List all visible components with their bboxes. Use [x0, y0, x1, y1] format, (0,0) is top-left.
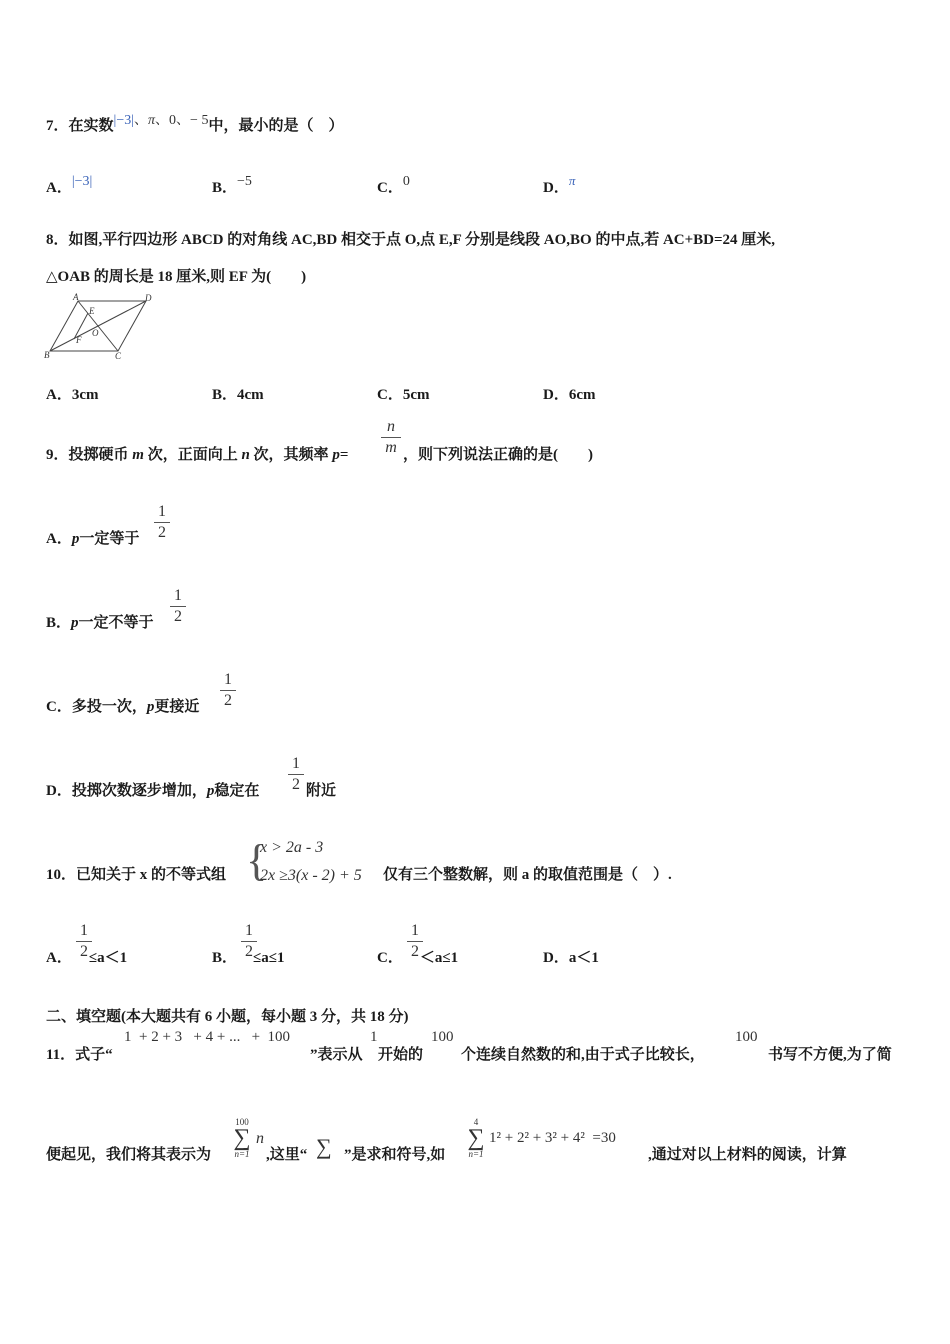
q11-line1-b: ”表示从 — [310, 1047, 363, 1063]
q9-option-c: C．多投一次，p更接近 — [46, 699, 200, 715]
q7-stem-suffix: 中，最小的是（ ） — [208, 118, 344, 134]
q9-option-b: B．p一定不等于 — [46, 615, 154, 631]
q9-frequency-fraction: n m — [381, 418, 401, 457]
q7-stem — [46, 114, 343, 135]
q11-line2-c: ”是求和符号,如 — [344, 1147, 446, 1163]
q9-option-a: A．p一定等于 — [46, 531, 140, 547]
q9-stem-tail: ，则下列说法正确的是( ) — [403, 447, 593, 463]
q8-option-c: C．5cm — [377, 387, 430, 403]
q11-line2-d: ,通过对以上材料的阅读，计算 — [648, 1147, 847, 1163]
q8-stem-line2: △OAB 的周长是 18 厘米,则 EF 为( ) — [46, 269, 307, 285]
q7-option-b: B．−5 — [212, 174, 252, 196]
q10-option-b: B． ≤a≤1 — [212, 950, 285, 966]
q10-option-a-half: 1 2 — [76, 922, 92, 961]
sigma-symbol-example: ∑ — [467, 1125, 485, 1151]
q9-stem: 9．投掷硬币 m 次，正面向上 n 次，其频率 p= — [46, 447, 349, 463]
q7-option-c: C．0 — [377, 174, 410, 196]
q11-line2-a: 便起见，我们将其表示为 — [46, 1147, 212, 1163]
q8-parallelogram-figure — [42, 292, 162, 360]
q10-option-c: C． ＜a≤1 — [377, 950, 459, 966]
q8-stem-line1: 8．如图,平行四边形 ABCD 的对角线 AC,BD 相交于点 O,点 E,F 分别是线段 AO,BO 的中点,若 AC+BD=24 厘米, — [46, 232, 776, 248]
q11-sum-expression: 1 + 2 + 3 + 4 + ... + 100 — [124, 1029, 291, 1045]
q10-inequality-2: 2x ≥3(x - 2) + 5 — [260, 867, 362, 884]
q9-option-d: D．投掷次数逐步增加，p稳定在 — [46, 783, 260, 799]
q7-option-d-value: π — [568, 173, 576, 188]
q9-option-a-half: 1 2 — [154, 503, 170, 542]
section-heading: 二、填空题(本大题共有 6 小题，每小题 3 分，共 18 分) — [46, 1009, 409, 1025]
q7-option-b-value: −5 — [237, 174, 252, 189]
point-label-b: B — [44, 350, 50, 360]
q7-option-a: A．|−3| — [46, 174, 93, 196]
q11-line1-d: 个连续自然数的和,由于式子比较长， — [461, 1047, 705, 1063]
q8-option-d: D．6cm — [543, 387, 596, 403]
q9-option-c-half: 1 2 — [220, 671, 236, 710]
q10-brace: { — [246, 836, 268, 885]
q9-option-b-half: 1 2 — [170, 587, 186, 626]
point-label-o: O — [92, 328, 99, 338]
q8-option-a: A．3cm — [46, 387, 99, 403]
q10-stem-suffix: 仅有三个整数解，则 a 的取值范围是（ ）. — [383, 867, 672, 883]
q10-option-a: A． ≤a＜1 — [46, 950, 128, 966]
q11-summation-notation: 100 ∑ n=1 — [230, 1117, 254, 1159]
q7-numbers: |−3|、π、0、− 5 — [113, 113, 209, 128]
q11-sum-variable: n — [256, 1130, 264, 1147]
q11-line1-c: 开始的 — [378, 1047, 424, 1063]
point-label-c: C — [115, 351, 122, 360]
q11-example-summation: 4 ∑ n=1 — [467, 1117, 485, 1159]
q8-option-b: B．4cm — [212, 387, 264, 403]
q7-option-d: D．π — [543, 173, 576, 196]
q11-example-expression: 1² + 2² + 3² + 4² =30 — [489, 1130, 616, 1146]
q10-stem-prefix: 10．已知关于 x 的不等式组 — [46, 867, 227, 883]
point-label-d: D — [145, 293, 152, 303]
q10-option-c-half: 1 2 — [407, 922, 423, 961]
q11-line1-e: 书写不方便,为了简 — [768, 1047, 892, 1063]
sigma-symbol: ∑ — [233, 1125, 251, 1151]
q11-sigma-inline: ∑ — [316, 1134, 332, 1159]
point-label-e: E — [89, 306, 95, 316]
q11-hundred-2: 100 — [735, 1029, 758, 1045]
q10-option-d: D．a＜1 — [543, 950, 599, 966]
point-label-a: A — [73, 292, 79, 302]
q11-one: 1 — [370, 1029, 378, 1045]
q10-option-b-half: 1 2 — [241, 922, 257, 961]
q11-hundred: 100 — [431, 1029, 454, 1045]
q10-inequality-1: x > 2a - 3 — [260, 839, 324, 856]
q11-line1-a: 11．式子“ — [46, 1047, 113, 1063]
point-label-f: F — [76, 335, 82, 345]
q9-option-d-half: 1 2 — [288, 755, 304, 794]
q11-line2-b: ,这里“ — [266, 1147, 308, 1163]
q7-option-a-value: |−3| — [71, 174, 93, 189]
q7-stem-prefix: 7．在实数 — [46, 118, 114, 134]
q9-option-d-tail: 附近 — [306, 783, 337, 799]
q7-option-c-value: 0 — [402, 174, 410, 189]
